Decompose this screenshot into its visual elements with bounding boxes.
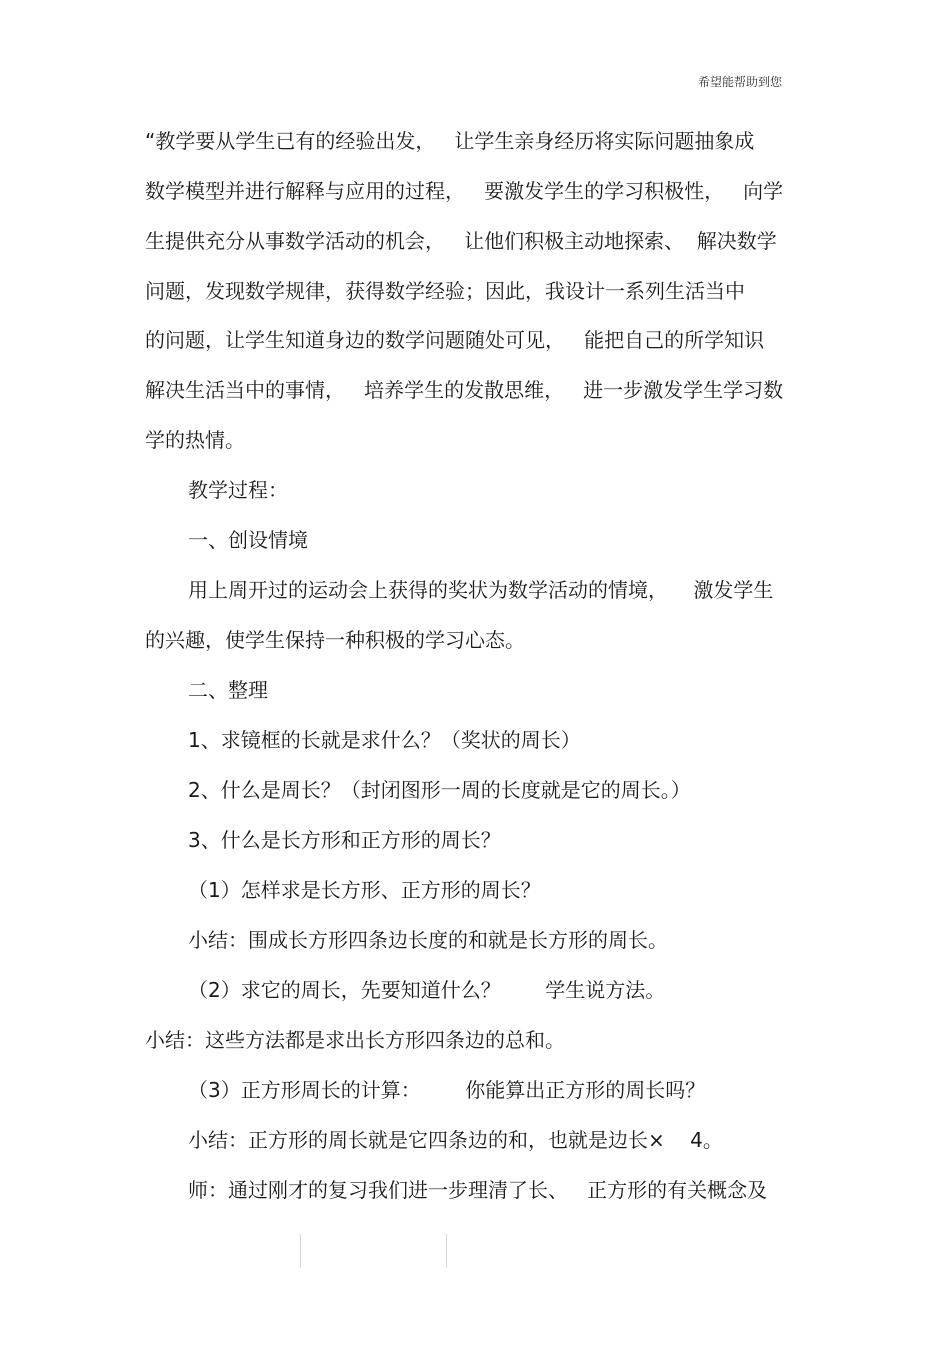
text-line: 学的热情。 [145, 428, 245, 452]
footer-divider [300, 1234, 301, 1268]
text-line: 生提供充分从事数学活动的机会， 让他们积极主动地探索、 解决数学 [145, 229, 777, 253]
text-line: 解决生活当中的事情， 培养学生的发散思维， 进一步激发学生学习数 [145, 378, 784, 402]
list-item: 2、什么是周长？（封闭图形一周的长度就是它的周长。） [188, 778, 691, 802]
text-line: “教学要从学生已有的经验出发， 让学生亲身经历将实际问题抽象成 [145, 129, 755, 153]
footer-divider [446, 1234, 447, 1268]
list-item: （3）正方形周长的计算： 你能算出正方形的周长吗？ [188, 1078, 706, 1102]
text-line: 问题，发现数学规律，获得数学经验；因此，我设计一系列生活当中 [145, 279, 745, 303]
text-line: 的问题，让学生知道身边的数学问题随处可见， 能把自己的所学知识 [145, 328, 765, 352]
text-line: 师：通过刚才的复习我们进一步理清了长、 正方形的有关概念及 [188, 1178, 768, 1202]
text-line: 用上周开过的运动会上获得的奖状为数学活动的情境， 激发学生 [188, 578, 774, 602]
list-item: 3、什么是长方形和正方形的周长？ [188, 828, 501, 852]
section-heading: 教学过程： [188, 478, 288, 502]
text-line: 数学模型并进行解释与应用的过程， 要激发学生的学习积极性， 向学 [145, 179, 784, 203]
list-item: （1）怎样求是长方形、正方形的周长？ [188, 878, 541, 902]
summary-line: 小结：正方形的周长就是它四条边的和，也就是边长× 4。 [188, 1128, 723, 1152]
section-heading: 一、创设情境 [188, 528, 308, 552]
section-heading: 二、整理 [188, 678, 268, 702]
list-item: （2）求它的周长，先要知道什么？ 学生说方法。 [188, 978, 666, 1002]
page-header: 希望能帮助到您 [697, 75, 782, 89]
summary-line: 小结：围成长方形四条边长度的和就是长方形的周长。 [188, 928, 668, 952]
summary-line: 小结：这些方法都是求出长方形四条边的总和。 [145, 1028, 565, 1052]
list-item: 1、求镜框的长就是求什么？（奖状的周长） [188, 728, 581, 752]
text-line: 的兴趣，使学生保持一种积极的学习心态。 [145, 628, 525, 652]
